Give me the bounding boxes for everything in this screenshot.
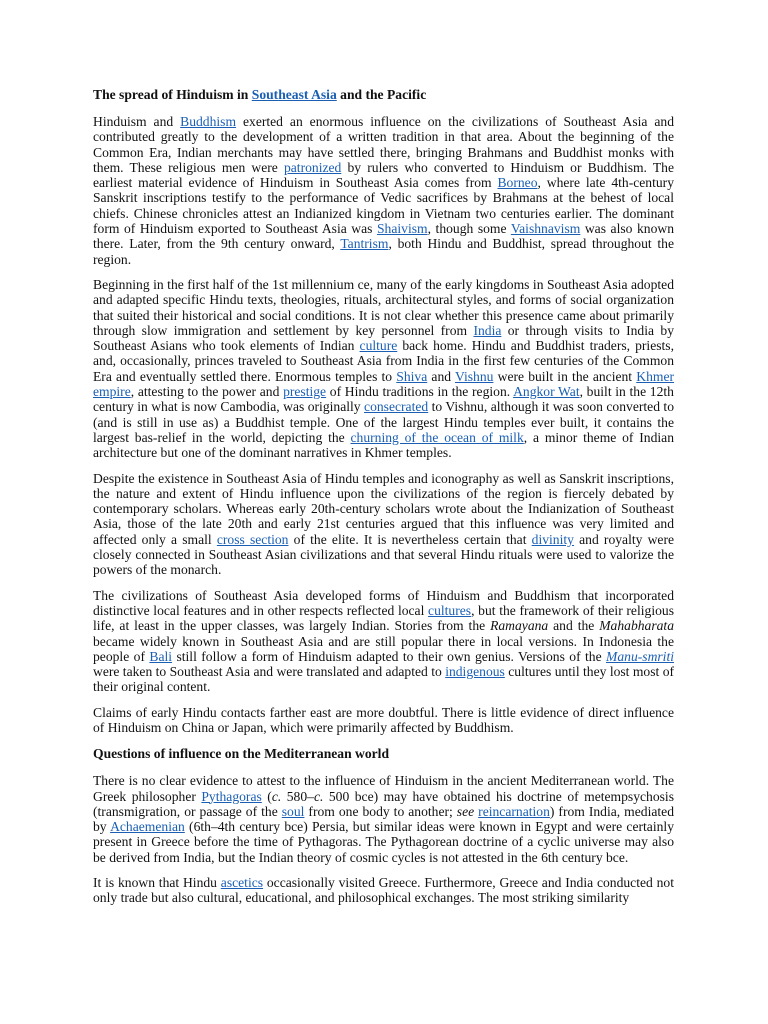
text-run: , where late 4th-century Sanskrit inscriptions testify to the performance of Vedic sacrifices by Brahmans at the behest of local chiefs. Chinese chronicles attest an Indianized kingdom in Vietnam two centuries earlier. The dominant form of Hinduism exported to Southeast Asia was [93, 175, 674, 237]
inline-link[interactable] [606, 649, 674, 664]
text-run [457, 804, 474, 819]
text-run: or through visits to India by Southeast Asians who took elements of Indian [93, 322, 674, 354]
inline-link[interactable]: cross section [216, 531, 289, 547]
inline-link[interactable]: reincarnation [478, 803, 550, 819]
italic-run: see [456, 803, 475, 819]
italic-run: Ramayana [490, 618, 549, 634]
text-run: and royalty were closely connected in Southeast Asian civilizations and that several Hindu rituals were used to valorize the powers of the monarch. [93, 531, 675, 578]
inline-link[interactable]: patronized [283, 159, 342, 175]
inline-link[interactable]: Angkor Wat [513, 384, 580, 400]
inline-link[interactable]: Borneo [497, 175, 538, 191]
text-run: , attesting to the power and [130, 384, 284, 400]
text-run: were built in the ancient [493, 368, 637, 384]
italic-run: Mahabharata [599, 618, 674, 634]
italic-run: Manu-smriti [606, 648, 674, 664]
paragraph [93, 773, 674, 865]
text-run: 580– [281, 788, 314, 804]
inline-link[interactable]: Vaishnavism [510, 221, 581, 237]
inline-link[interactable]: culture [359, 338, 398, 354]
inline-link[interactable]: ascetics [220, 875, 264, 891]
text-run: to Vishnu, although it was soon converted to (and is still in use as) a Buddhist temple. One of the largest Hindu temples ever built, it contains the largest bas-relief in the world, depicting the [93, 399, 674, 445]
text-run: still follow a form of Hinduism adapted to their own genius. Versions of the [172, 648, 607, 664]
text-run [314, 789, 323, 804]
text-run: There is no clear evidence to attest to the influence of Hinduism in the ancient Mediterranean world. The Greek philosopher [93, 773, 674, 804]
text-run: The civilizations of Southeast Asia developed forms of Hinduism and Buddhism that incorporated distinctive local features and in other respects reflected local [93, 587, 674, 618]
text-run: The spread of Hinduism in [93, 87, 252, 102]
text-run: (6th–4th century bce) Persia, but similar ideas were known in Egypt and were certainly present in Greece before the time of Pythagoras. The Pythagorean doctrine of a cyclic universe may also be derived from India, but the Indian theory of cosmic cycles is not attested in the 6th century bce. [93, 819, 674, 865]
text-run: ( [261, 788, 272, 804]
inline-link[interactable]: consecrated [364, 399, 429, 415]
section-heading [93, 745, 674, 763]
text-run [490, 618, 548, 633]
text-run: , both Hindu and Buddhist, spread throughout the region. [93, 236, 674, 267]
paragraph [93, 588, 674, 695]
inline-link[interactable]: prestige [283, 384, 327, 400]
text-run: Beginning in the first half of the 1st millennium ce, many of the early kingdoms in Southeast Asia adopted and adapted specific Hindu texts, theologies, rituals, architectural styles, and forms of social organization that suited their historical and social conditions. It is not clear whether this presence came about primarily through slow immigration and settlement by key personnel from [93, 276, 674, 338]
inline-link[interactable]: Shaivism [377, 221, 428, 237]
text-run: , built in the 12th century in what is now Cambodia, was originally [93, 384, 674, 415]
text-run: by rulers who converted to Hinduism or Buddhism. The earliest material evidence of Hinduism in Southeast Asia comes from [93, 159, 675, 191]
inline-link[interactable]: Shiva [396, 368, 428, 384]
text-run: 500 bce) may have obtained his doctrine of metempsychosis (transmigration, or passage of the [93, 788, 674, 819]
text-run: Claims of early Hindu contacts farther east are more doubtful. There is little evidence of direct influence of Hinduism on China or Japan, which were primarily affected by Buddhism. [93, 704, 674, 735]
italic-run: c. [313, 788, 324, 804]
section-heading [93, 86, 674, 104]
inline-link[interactable]: Khmer empire [93, 368, 674, 400]
article-body [93, 86, 674, 916]
text-run: of Hindu traditions in the region. [326, 384, 514, 400]
text-run: was also known there. Later, from the 9th century onward, [93, 221, 674, 252]
inline-link[interactable]: soul [281, 803, 305, 819]
paragraph [93, 277, 674, 461]
inline-link[interactable]: Pythagoras [201, 788, 262, 804]
text-run: and the [548, 618, 600, 634]
text-run: became widely known in Southeast Asia and are still popular there in local versions. In Indonesia the people of [93, 633, 674, 664]
text-run: back home. Hindu and Buddhist traders, priests, and, occasionally, princes traveled to Southeast Asia from India in the first few centuries of the Common Era and eventually settled there. Enormous temples to [93, 338, 674, 384]
text-run: Hinduism and [93, 114, 181, 129]
inline-link[interactable]: Bali [149, 648, 173, 664]
text-run: It is known that Hindu [93, 875, 221, 891]
text-run: , but the framework of their religious life, at least in the upper classes, was largely Indian. Stories from the [93, 602, 674, 634]
text-run: , though some [427, 221, 511, 237]
text-run: and [427, 368, 455, 384]
paragraph [93, 875, 674, 906]
text-run: ) from India, mediated by [93, 803, 674, 835]
text-run: were taken to Southeast Asia and were translated and adapted to [93, 664, 446, 680]
paragraph [93, 705, 674, 736]
inline-link[interactable]: indigenous [445, 664, 505, 680]
inline-link[interactable]: cultures [428, 602, 472, 618]
italic-run: c. [271, 788, 282, 804]
text-run: cultures until they lost most of their original content. [93, 664, 675, 695]
inline-link[interactable]: Vishnu [454, 368, 494, 384]
inline-link[interactable]: Achaemenian [110, 819, 185, 835]
text-run: , a minor theme of Indian architecture but one of the dominant narratives in Khmer temples. [93, 429, 674, 461]
text-run: Despite the existence in Southeast Asia of Hindu temples and iconography as well as Sanskrit inscriptions, the nature and extent of Hindu influence upon the civilizations of the region is fiercely debated by contemporary scholars. Whereas early 20th-century scholars wrote about the Indianization of Southeast Asia, those of the late 20th and early 21st centuries argued that this influence was very limited and affected only a small [93, 470, 674, 547]
inline-link[interactable]: Southeast Asia [251, 87, 337, 102]
text-run [272, 789, 281, 804]
text-run: Questions of influence on the Mediterranean world [93, 746, 390, 762]
paragraph [93, 471, 674, 578]
inline-link[interactable]: Tantrism [340, 236, 389, 252]
inline-link[interactable]: divinity [531, 531, 574, 547]
text-run: and the Pacific [336, 87, 427, 102]
text-run: exerted an enormous influence on the civilizations of Southeast Asia and contributed greatly to the development of a written tradition in that area. About the beginning of the Common Era, Indian merchants may have settled there, bringing Brahmans and Buddhist monks with them. These religious men were [93, 114, 674, 175]
text-run [599, 618, 674, 633]
inline-link[interactable]: India [473, 322, 502, 338]
inline-link[interactable]: Buddhism [180, 114, 237, 129]
text-run: occasionally visited Greece. Furthermore, Greece and India conducted not only trade but also cultural, educational, and philosophical exchanges. The most striking similarity [93, 875, 674, 906]
text-run: of the elite. It is nevertheless certain that [288, 531, 532, 547]
text-run: from one body to another; [304, 803, 457, 819]
inline-link[interactable]: churning of the ocean of milk [350, 429, 524, 445]
paragraph [93, 114, 674, 267]
